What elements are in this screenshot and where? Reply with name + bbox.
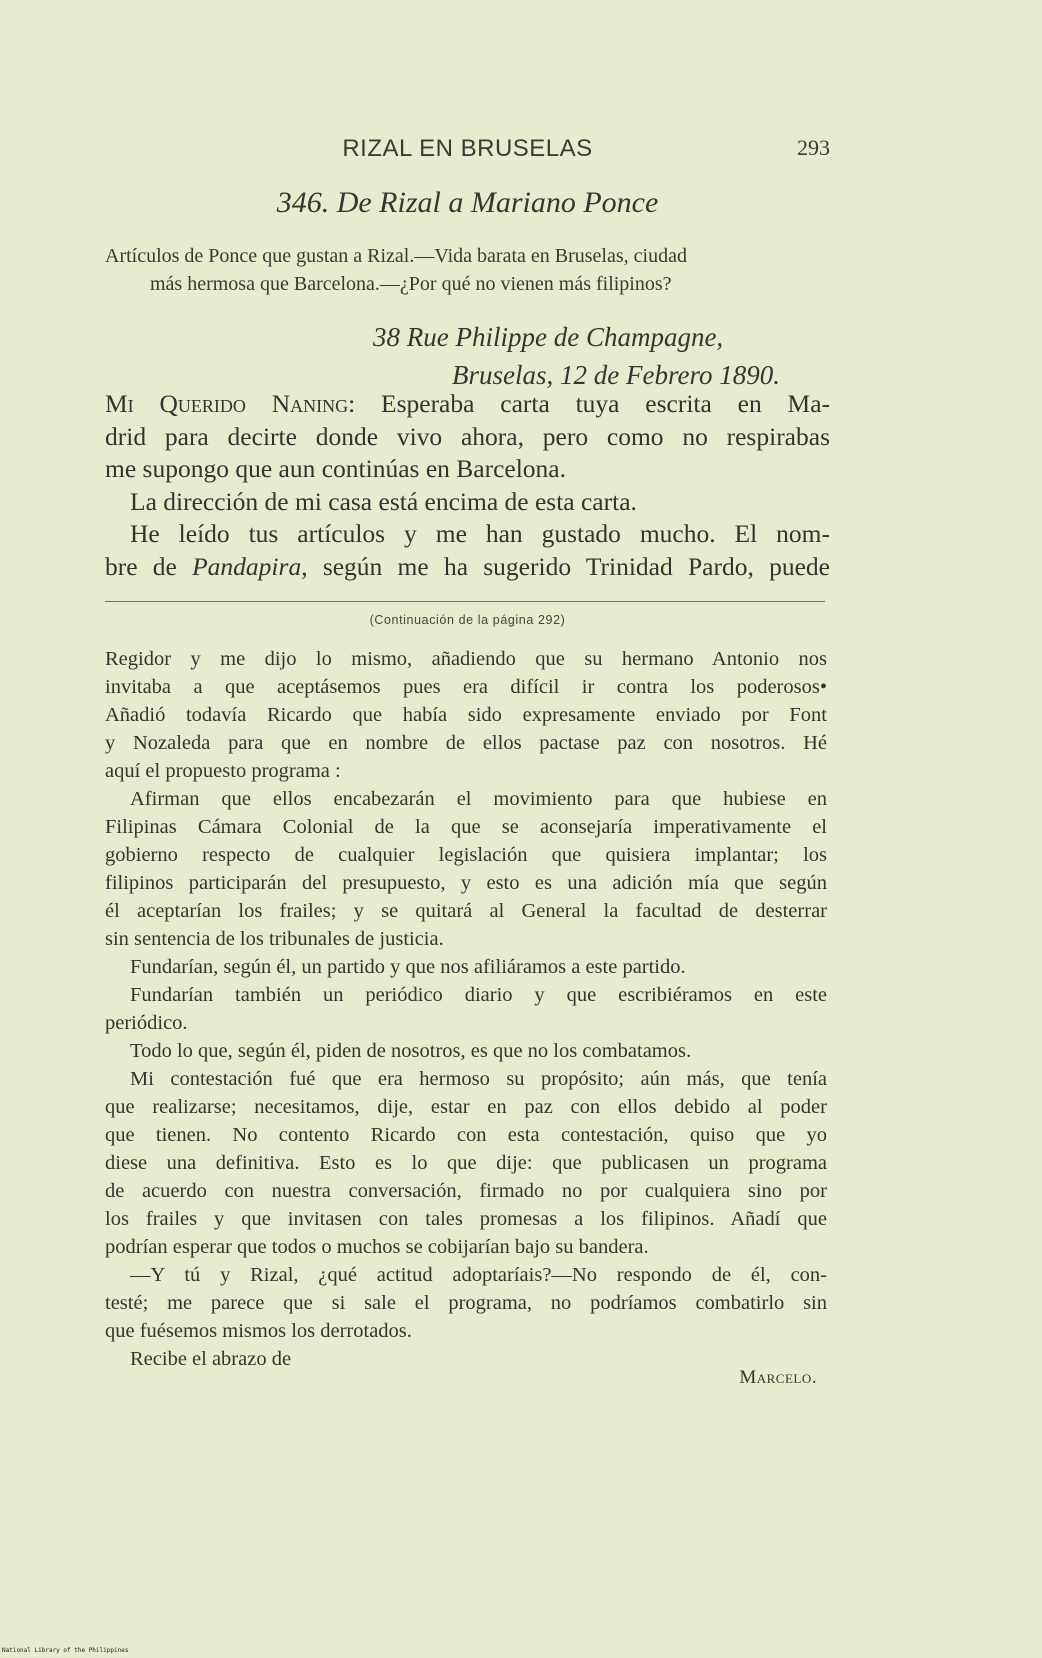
footnote-line: que tienen. No contento Ricardo con esta contestación, quiso que yo [105, 1124, 827, 1146]
letter-title: 346. De Rizal a Mariano Ponce [276, 186, 659, 219]
footnote-line: Afirman que ellos encabezarán el movimiento para que hubiese en [130, 788, 827, 810]
dateline-address: 38 Rue Philippe de Champagne, [373, 322, 724, 352]
footnote-line: gobierno respecto de cualquier legislación que quisiera implantar; los [105, 844, 827, 866]
footnote-line: y Nozaleda para que en nombre de ellos pactase paz con nosotros. Hé [105, 732, 827, 754]
summary-line: más hermosa que Barcelona.—¿Por qué no vienen más filipinos? [150, 273, 672, 295]
letter-summary [105, 242, 830, 298]
italic-name: Pandapira [192, 551, 302, 581]
footnote-line: periódico. [105, 1012, 188, 1034]
footnote-line: él aceptarían los frailes; y se quitará al General la facultad de desterrar [105, 900, 827, 922]
footnote-line: Mi contestación fué que era hermoso su propósito; aún más, que tenía [130, 1068, 827, 1090]
footnote-line: Regidor y me dijo lo mismo, añadiendo que su hermano Antonio nos [105, 648, 827, 670]
footnote [105, 645, 827, 1373]
library-credit: National Library of the Philippines [2, 1647, 129, 1654]
running-title: RIZAL EN BRUSELAS [342, 135, 593, 162]
body-line: drid para decirte donde vivo ahora, pero como no respirabas [105, 421, 830, 451]
body-line: me supongo que aun continúas en Barcelona. [105, 454, 566, 483]
footnote-line: que fuésemos mismos los derrotados. [105, 1320, 412, 1342]
letter-dateline [105, 318, 830, 394]
page-header [105, 135, 830, 171]
continuation-note: (Continuación de la página 292) [369, 613, 566, 627]
body-line: He leído tus artículos y me han gustado mucho. El nom- [130, 519, 830, 548]
footnote-line: testé; me parece que si sale el programa, no podríamos combatirlo sin [105, 1292, 827, 1314]
body-line [105, 551, 830, 584]
footnote-line: podrían esperar que todos o muchos se cobijarían bajo su bandera. [105, 1236, 649, 1258]
footnote-line: filipinos participarán del presupuesto, y esto es una adición mía que según [105, 872, 827, 894]
body-text: : Esperaba carta tuya escrita en Ma- [348, 389, 831, 418]
footnote-line: —Y tú y Rizal, ¿qué actitud adoptaríais?—No respondo de él, con- [130, 1264, 827, 1286]
body-text: bre de [105, 551, 193, 581]
footnote-line: de acuerdo con nuestra conversación, firmado no por cualquiera sino por [105, 1180, 827, 1202]
body-line: La dirección de mi casa está encima de esta carta. [130, 486, 637, 516]
salutation: Mi Querido Naning [105, 389, 349, 418]
signature: Marcelo. [739, 1367, 817, 1388]
footnote-line: sin sentencia de los tribunales de justicia. [105, 928, 444, 950]
footnote-line: diese una definitiva. Esto es lo que dije: que publicasen un programa [105, 1152, 827, 1174]
footnote-line: Añadió todavía Ricardo que había sido expresamente enviado por Font [105, 704, 827, 726]
footnote-line: Filipinas Cámara Colonial de la que se aconsejaría imperativamente el [105, 816, 827, 838]
dateline-date: Bruselas, 12 de Febrero 1890. [452, 360, 780, 390]
footnote-line: invitaba a que aceptásemos pues era difícil ir contra los poderosos• [105, 676, 827, 698]
footnote-line: los frailes y que invitasen con tales promesas a los filipinos. Añadí que [105, 1208, 827, 1230]
summary-line: Artículos de Ponce que gustan a Rizal.—Vida barata en Bruselas, ciudad [105, 245, 687, 267]
footnote-line: aquí el propuesto programa : [105, 760, 341, 782]
page-number: 293 [797, 135, 830, 160]
footnote-divider [105, 601, 825, 602]
footnote-line: Recibe el abrazo de [130, 1348, 292, 1370]
body-line [105, 388, 830, 421]
body-text: , según me ha sugerido Trinidad Pardo, puede [301, 551, 830, 581]
footnote-line: que realizarse; necesitamos, dije, estar en paz con ellos debido al poder [105, 1096, 827, 1118]
letter-body [105, 388, 830, 583]
footnote-line: Fundarían también un periódico diario y que escribiéramos en este [130, 984, 827, 1006]
footnote-line: Todo lo que, según él, piden de nosotros, es que no los combatamos. [130, 1040, 692, 1062]
footnote-line: Fundarían, según él, un partido y que nos afiliáramos a este partido. [130, 956, 686, 978]
